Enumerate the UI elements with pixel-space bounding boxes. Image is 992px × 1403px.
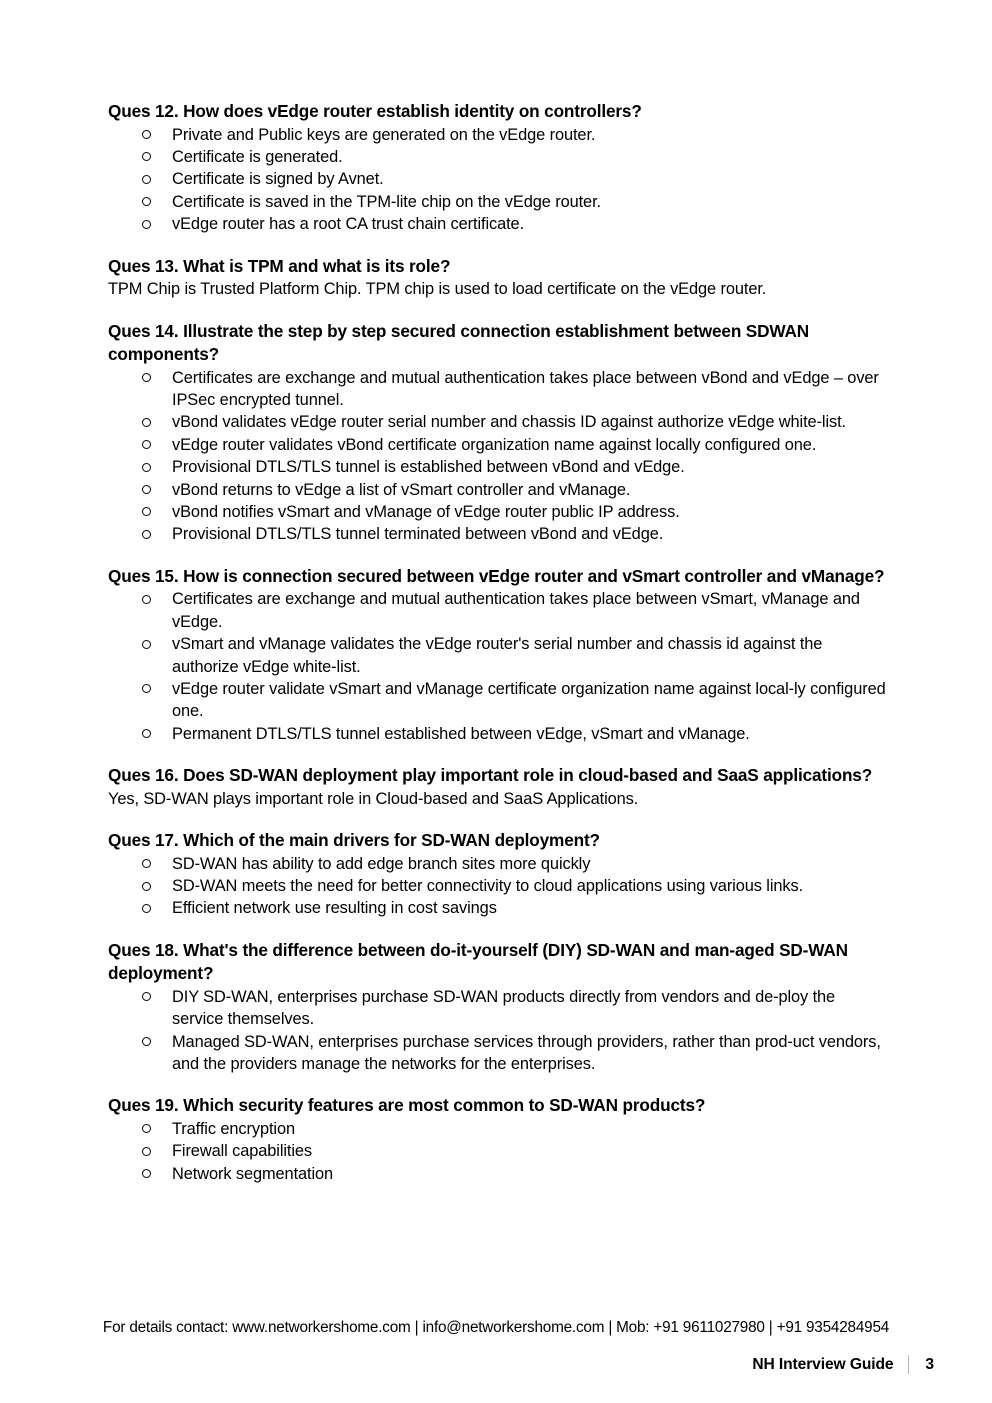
hollow-circle-bullet-icon <box>142 220 151 229</box>
footer-guide-title: NH Interview Guide <box>752 1355 894 1373</box>
list-item-label: Firewall capabilities <box>172 1142 313 1161</box>
list-item <box>108 723 888 745</box>
list-item <box>108 479 888 501</box>
question-heading: Ques 14. Illustrate the step by step secured connection establishment between SDWAN components? <box>108 320 810 365</box>
list-item <box>108 191 888 213</box>
list-item <box>108 853 888 875</box>
list-item-label: Managed SD-WAN, enterprises purchase services through providers, rather than prod-uct vendors, and the providers manage the networks for the enterprises. <box>172 1032 881 1074</box>
hollow-circle-bullet-icon <box>142 729 151 738</box>
answer-bullet-list <box>108 124 888 236</box>
footer-divider <box>908 1355 910 1374</box>
question-block <box>108 320 888 546</box>
list-item <box>108 124 888 146</box>
list-item-label: Permanent DTLS/TLS tunnel established between vEdge, vSmart and vManage. <box>172 724 750 743</box>
page-footer <box>0 1318 992 1374</box>
list-item-label: vEdge router validates vBond certificate organization name against locally configured one. <box>172 435 817 454</box>
list-item-label: Certificates are exchange and mutual authentication takes place between vSmart, vManage and vEdge. <box>172 590 860 631</box>
answer-bullet-list <box>108 1118 888 1185</box>
hollow-circle-bullet-icon <box>142 507 151 516</box>
hollow-circle-bullet-icon <box>142 152 151 161</box>
question-block <box>108 764 888 810</box>
list-item <box>108 1140 888 1162</box>
hollow-circle-bullet-icon <box>142 440 151 449</box>
list-item <box>108 1118 888 1140</box>
list-item <box>108 875 888 897</box>
question-heading: Ques 18. What's the difference between do-it-yourself (DIY) SD-WAN and man-aged SD-WAN deployment? <box>108 939 848 984</box>
list-item-label: vEdge router validate vSmart and vManage certificate organization name against local-ly configured one. <box>172 679 886 721</box>
list-item-label: vBond notifies vSmart and vManage of vEdge router public IP address. <box>172 502 680 521</box>
hollow-circle-bullet-icon <box>142 1169 151 1178</box>
footer-contact-line: For details contact: www.networkershome.com | info@networkershome.com | Mob: +91 9611027980 | +91 9354284954 <box>102 1319 890 1336</box>
answer-bullet-list <box>108 367 888 546</box>
question-block <box>108 939 888 1076</box>
question-answer: Yes, SD-WAN plays important role in Cloud-based and SaaS Applications. <box>108 789 639 808</box>
question-heading: Ques 19. Which security features are most common to SD-WAN products? <box>108 1095 706 1116</box>
hollow-circle-bullet-icon <box>142 530 151 539</box>
hollow-circle-bullet-icon <box>142 418 151 427</box>
hollow-circle-bullet-icon <box>142 485 151 494</box>
list-item-label: SD-WAN meets the need for better connectivity to cloud applications using various links. <box>172 877 804 896</box>
list-item <box>108 146 888 168</box>
question-block <box>108 829 888 920</box>
hollow-circle-bullet-icon <box>142 197 151 206</box>
hollow-circle-bullet-icon <box>142 859 151 868</box>
list-item-label: Certificates are exchange and mutual authentication takes place between vBond and vEdge – over IPSec encrypted tunnel. <box>172 368 879 409</box>
list-item <box>108 523 888 545</box>
question-heading: Ques 13. What is TPM and what is its role? <box>108 255 451 276</box>
list-item-label: Certificate is saved in the TPM-lite chip on the vEdge router. <box>172 192 601 211</box>
footer-guide-line <box>0 1355 992 1374</box>
list-item <box>108 678 888 723</box>
list-item <box>108 633 888 678</box>
hollow-circle-bullet-icon <box>142 992 151 1001</box>
question-heading: Ques 12. How does vEdge router establish identity on controllers? <box>108 101 642 121</box>
list-item-label: Private and Public keys are generated on the vEdge router. <box>172 125 596 144</box>
list-item-label: vSmart and vManage validates the vEdge router's serial number and chassis id against the authorize vEdge white-list. <box>172 635 823 676</box>
hollow-circle-bullet-icon <box>142 684 151 693</box>
list-item-label: Certificate is signed by Avnet. <box>172 170 384 189</box>
hollow-circle-bullet-icon <box>142 904 151 913</box>
question-heading: Ques 16. Does SD-WAN deployment play important role in cloud-based and SaaS applications? <box>108 765 873 786</box>
list-item-label: vBond validates vEdge router serial number and chassis ID against authorize vEdge white-list. <box>172 413 847 432</box>
list-item-label: Provisional DTLS/TLS tunnel is established between vBond and vEdge. <box>172 458 685 477</box>
hollow-circle-bullet-icon <box>142 130 151 139</box>
list-item <box>108 501 888 523</box>
list-item <box>108 986 888 1031</box>
answer-bullet-list <box>108 588 888 745</box>
list-item <box>108 1031 888 1076</box>
list-item-label: vBond returns to vEdge a list of vSmart controller and vManage. <box>172 480 631 499</box>
hollow-circle-bullet-icon <box>142 463 151 472</box>
list-item <box>108 897 888 919</box>
list-item-label: Traffic encryption <box>172 1119 296 1138</box>
hollow-circle-bullet-icon <box>142 175 151 184</box>
hollow-circle-bullet-icon <box>142 595 151 604</box>
hollow-circle-bullet-icon <box>142 373 151 382</box>
list-item-label: Network segmentation <box>172 1164 334 1183</box>
list-item <box>108 168 888 190</box>
list-item <box>108 588 888 633</box>
question-block <box>108 565 888 745</box>
list-item-label: Efficient network use resulting in cost savings <box>172 899 497 918</box>
list-item <box>108 456 888 478</box>
answer-bullet-list <box>108 853 888 920</box>
document-body <box>108 100 888 1185</box>
answer-bullet-list <box>108 986 888 1076</box>
list-item-label: SD-WAN has ability to add edge branch sites more quickly <box>172 854 591 873</box>
list-item-label: Provisional DTLS/TLS tunnel terminated between vBond and vEdge. <box>172 525 664 544</box>
hollow-circle-bullet-icon <box>142 640 151 649</box>
list-item <box>108 1163 888 1185</box>
list-item <box>108 434 888 456</box>
list-item-label: Certificate is generated. <box>172 147 343 166</box>
list-item-label: DIY SD-WAN, enterprises purchase SD-WAN products directly from vendors and de-ploy the service themselves. <box>172 987 836 1029</box>
question-heading: Ques 17. Which of the main drivers for SD-WAN deployment? <box>108 830 600 851</box>
question-block <box>108 255 888 301</box>
hollow-circle-bullet-icon <box>142 882 151 891</box>
hollow-circle-bullet-icon <box>142 1147 151 1156</box>
list-item <box>108 213 888 235</box>
list-item <box>108 411 888 433</box>
question-block <box>108 100 888 236</box>
question-heading: Ques 15. How is connection secured between vEdge router and vSmart controller and vManage? <box>108 565 885 586</box>
hollow-circle-bullet-icon <box>142 1124 151 1133</box>
question-answer: TPM Chip is Trusted Platform Chip. TPM chip is used to load certificate on the vEdge router. <box>108 280 767 299</box>
question-block <box>108 1094 888 1185</box>
footer-page-number: 3 <box>925 1355 934 1373</box>
hollow-circle-bullet-icon <box>142 1037 151 1046</box>
list-item <box>108 367 888 412</box>
list-item-label: vEdge router has a root CA trust chain certificate. <box>172 215 525 234</box>
